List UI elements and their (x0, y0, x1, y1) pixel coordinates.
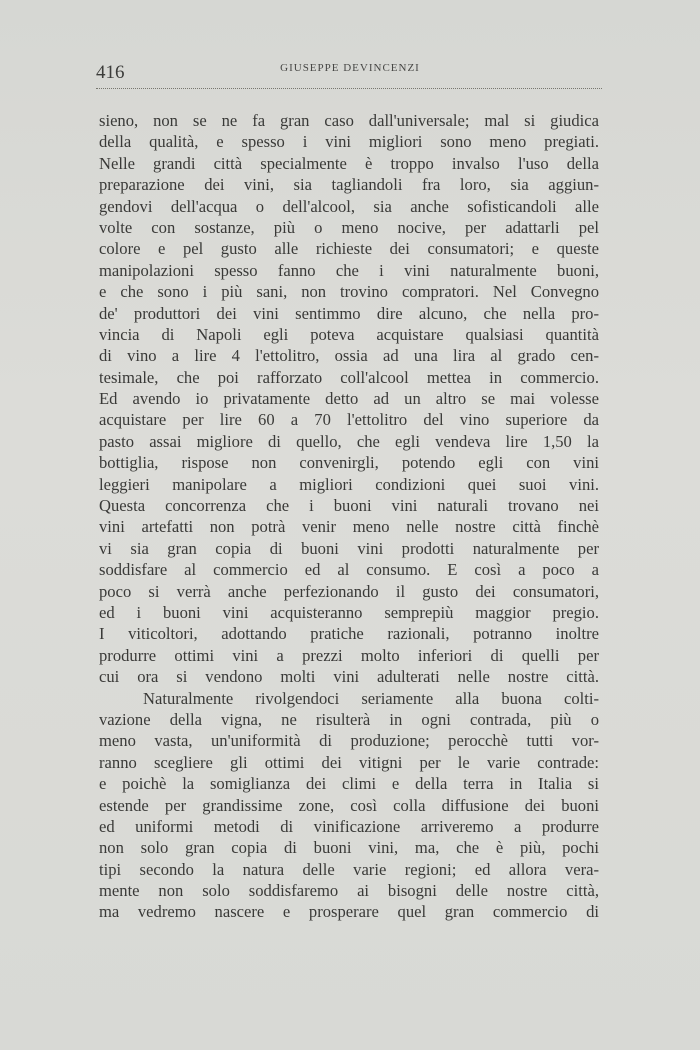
text-line: non solo gran copia di buoni vini, ma, che è più, pochi (99, 838, 599, 858)
text-line: manipolazioni spesso fanno che i vini naturalmente buoni, (99, 260, 599, 280)
text-line: e poichè la somiglianza dei climi e della terra in Italia si (99, 774, 599, 794)
text-line: Ed avendo io privatamente detto ad un altro se mai volesse (99, 389, 599, 409)
text-line: ma vedremo nascere e prosperare quel gran commercio di (99, 902, 599, 922)
text-line: I viticoltori, adottando pratiche razionali, potranno inoltre (99, 624, 599, 644)
text-line: sieno, non se ne fa gran caso dall'universale; mal si giudica (99, 111, 599, 130)
text-line: de' produttori dei vini sentimmo dire alcuno, che nella pro- (99, 303, 599, 323)
page-number: 416 (96, 62, 125, 83)
text-line: poco si verrà anche perfezionando il gusto dei consumatori, (99, 581, 599, 601)
text-line: vincia di Napoli egli poteva acquistare qualsiasi quantità (99, 324, 599, 344)
text-line: meno vasta, un'uniformità di produzione; perocchè tutti vor- (99, 731, 599, 751)
header-rule (96, 88, 602, 89)
text-line: cui ora si vendono molti vini adulterati nelle nostre città. (99, 667, 599, 687)
text-line: bottiglia, rispose non convenirgli, potendo egli con vini (99, 453, 599, 473)
text-line: pasto assai migliore di quello, che egli vendeva lire 1,50 la (99, 431, 599, 451)
text-line: della qualità, e spesso i vini migliori sono meno pregiati. (99, 132, 599, 152)
text-line: vini artefatti non potrà venir meno nelle nostre città finchè (99, 517, 599, 537)
text-line: preparazione dei vini, sia tagliandoli fra loro, sia aggiun- (99, 175, 599, 195)
text-line: tipi secondo la natura delle varie regioni; ed allora vera- (99, 859, 599, 879)
text-line: vazione della vigna, ne risulterà in ogni contrada, più o (99, 709, 599, 729)
text-line: Questa concorrenza che i buoni vini naturali trovano nei (99, 496, 599, 516)
text-line: tesimale, che poi rafforzato coll'alcool mettea in commercio. (99, 367, 599, 387)
text-line: soddisfare al commercio ed al consumo. E così a poco a (99, 560, 599, 580)
text-line: produrre ottimi vini a prezzi molto inferiori di quelli per (99, 645, 599, 665)
text-line: colore e pel gusto alle richieste dei consumatori; e queste (99, 239, 599, 259)
text-line: ed i buoni vini acquisteranno semprepiù maggior pregio. (99, 602, 599, 622)
text-line: volte con sostanze, più o meno nocive, per adattarli pel (99, 217, 599, 237)
text-line: di vino a lire 4 l'ettolitro, ossia ad una lira al grado cen- (99, 346, 599, 366)
text-line: leggieri manipolare a migliori condizioni quei suoi vini. (99, 474, 599, 494)
text-line: ed uniformi metodi di vinificazione arriveremo a produrre (99, 816, 599, 836)
text-line: ranno scegliere gli ottimi dei vitigni per le varie contrade: (99, 752, 599, 772)
text-line: gendovi dell'acqua o dell'alcool, sia anche sofisticandoli alle (99, 196, 599, 216)
running-title: GIUSEPPE DEVINCENZI (280, 62, 420, 74)
text-line: estende per grandissime zone, così colla diffusione dei buoni (99, 795, 599, 815)
paragraph-start-line: Naturalmente rivolgendoci seriamente alla buona colti- (143, 688, 599, 708)
body-text (99, 110, 599, 923)
text-line: acquistare per lire 60 a 70 l'ettolitro del vino superiore da (99, 410, 599, 430)
text-line: e che sono i più sani, non trovino compratori. Nel Convegno (99, 282, 599, 302)
text-line: mente non solo soddisfaremo ai bisogni delle nostre città, (99, 881, 599, 901)
text-line: vi sia gran copia di buoni vini prodotti naturalmente per (99, 538, 599, 558)
text-line: Nelle grandi città specialmente è troppo invalso l'uso della (99, 153, 599, 173)
